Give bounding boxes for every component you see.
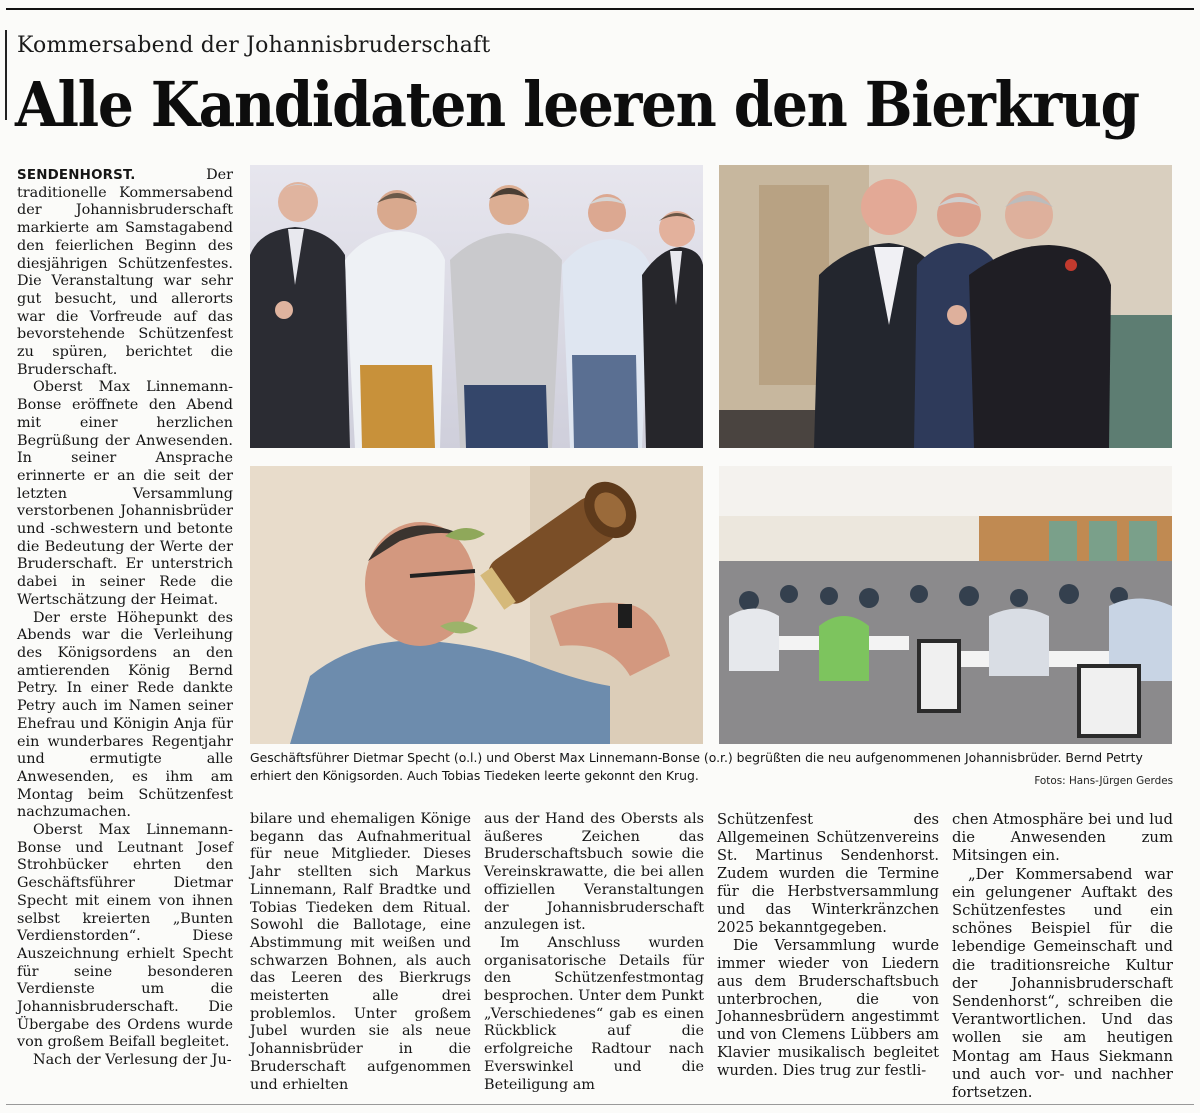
paragraph: „Der Kommersabend war ein gelungener Auftakt des Schützenfestes und ein schönes Beispiel für die lebendige Gemeinschaft und die traditionsreiche Kultur der Johannisbruderschaft Sendenhorst“, schreiben die Verantwortlichen. Und das wollen sie am heutigen Montag am Haus Siekmann und auch vor- und nachher fortsetzen.	[952, 865, 1173, 1102]
paragraph	[17, 167, 233, 379]
bottom-rule	[6, 1104, 1194, 1105]
paragraph: Der erste Höhepunkt des Abends war die Verleihung des Königsordens an den amtierenden König Bernd Petry. In einer Rede dankte Petry auch im Namen seiner Ehefrau und Königin Anja für ein wunderbares Regentjahr und ermutigte alle Anwesenden, es ihm am Montag beim Schützenfest nachzumachen.	[17, 609, 233, 821]
article-kicker: Kommersabend der Johannisbruderschaft	[17, 33, 491, 58]
photo-credit: Fotos: Hans-Jürgen Gerdes	[1034, 775, 1173, 787]
top-rule	[6, 8, 1194, 10]
article-column-2	[250, 811, 471, 1101]
paragraph: Oberst Max Linnemann-Bonse und Leutnant Josef Strohbücker ehrten den Geschäftsführer Dietmar Specht mit einem von ihnen selbst kreierten „Bunten Verdienstorden“. Diese Auszeichnung erhielt Specht für seine besonderen Verdienste um die Johannisbruderschaft. Die Übergabe des Ordens wurde von großem Beifall begleitet.	[17, 822, 233, 1051]
photo-order-presentation-image	[719, 165, 1172, 448]
photo-bierkrug	[250, 466, 703, 744]
article-column-4	[717, 811, 939, 1101]
paragraph: Die Versammlung wurde immer wieder von Liedern aus dem Bruderschaftsbuch unterbrochen, die von Johannesbrüdern angestimmt und von Clemens Lübbers am Klavier musikalisch begleitet wurden. Dies trug zur festli-	[717, 936, 939, 1080]
dateline: SENDENHORST.	[17, 168, 136, 183]
article-headline: Alle Kandidaten leeren den Bierkrug	[15, 68, 1139, 141]
paragraph: Oberst Max Linnemann-Bonse eröffnete den Abend mit einer herzlichen Begrüßung der Anwesenden. In seiner Ansprache erinnerte er an die seit der letzten Versammlung verstorbenen Johannisbrüder und -schwestern und betonte die Bedeutung der Werte der Bruderschaft. Er unterstrich dabei in seiner Rede die Wertschätzung der Heimat.	[17, 379, 233, 608]
photo-hall-audience	[719, 466, 1172, 744]
photo-group-portrait	[250, 165, 703, 448]
photo-group-portrait-image	[250, 165, 703, 448]
paragraph: Schützenfest des Allgemeinen Schützenvereins St. Martinus Sendenhorst. Zudem wurden die Termine für die Herbstversammlung und das Winterkränzchen 2025 bekanntgegeben.	[717, 811, 939, 936]
side-rule	[5, 30, 7, 120]
article-column-3	[484, 811, 704, 1101]
photo-order-presentation	[719, 165, 1172, 448]
paragraph: chen Atmosphäre bei und lud die Anwesenden zum Mitsingen ein.	[952, 811, 1173, 865]
paragraph: Nach der Verlesung der Ju-	[33, 1052, 232, 1069]
paragraph: bilare und ehemaligen Könige begann das Aufnahmeritual für neue Mitglieder. Dieses Jahr stellten sich Markus Linnemann, Ralf Bradtke und Tobias Tiedeken dem Ritual. Sowohl die Ballotage, eine Abstimmung mit weißen und schwarzen Bohnen, als auch das Leeren des Bierkrugs meisterten alle drei problemlos. Unter großem Jubel wurden sie als neue Johannisbrüder in die Bruderschaft aufgenommen und erhielten	[250, 811, 471, 1093]
paragraph: aus der Hand des Obersts als äußeres Zeichen das Bruderschaftsbuch sowie die Vereinskrawatte, die bei allen offiziellen Veranstaltungen der Johannisbruderschaft anzulegen ist.	[484, 811, 704, 934]
article-column-5	[952, 811, 1173, 1101]
article-column-1	[17, 167, 233, 1095]
photo-hall-audience-image	[719, 466, 1172, 744]
paragraph: Im Anschluss wurden organisatorische Details für den Schützenfestmontag besprochen. Unter dem Punkt „Verschiedenes“ gab es einen Rückblick auf die erfolgreiche Radtour nach Everswinkel und die Beteiligung am	[484, 934, 704, 1093]
photo-bierkrug-image	[250, 466, 703, 744]
paragraph-text: Der traditionelle Kommersabend der Johannisbruderschaft markierte am Samstagabend den feierlichen Beginn des diesjährigen Schützenfestes. Die Veranstaltung war sehr gut besucht, und allerorts war die Vorfreude auf das bevorstehende Schützenfest zu spüren, berichtet die Bruderschaft.	[17, 167, 233, 378]
photo-caption: Geschäftsführer Dietmar Specht (o.l.) und Oberst Max Linnemann-Bonse (o.r.) begrüßten die neu aufgenommenen Johannisbrüder. Bernd Petrty erhiert den Königsorden. Auch Tobias Tiedeken leerte gekonnt den Krug.	[250, 750, 1143, 783]
